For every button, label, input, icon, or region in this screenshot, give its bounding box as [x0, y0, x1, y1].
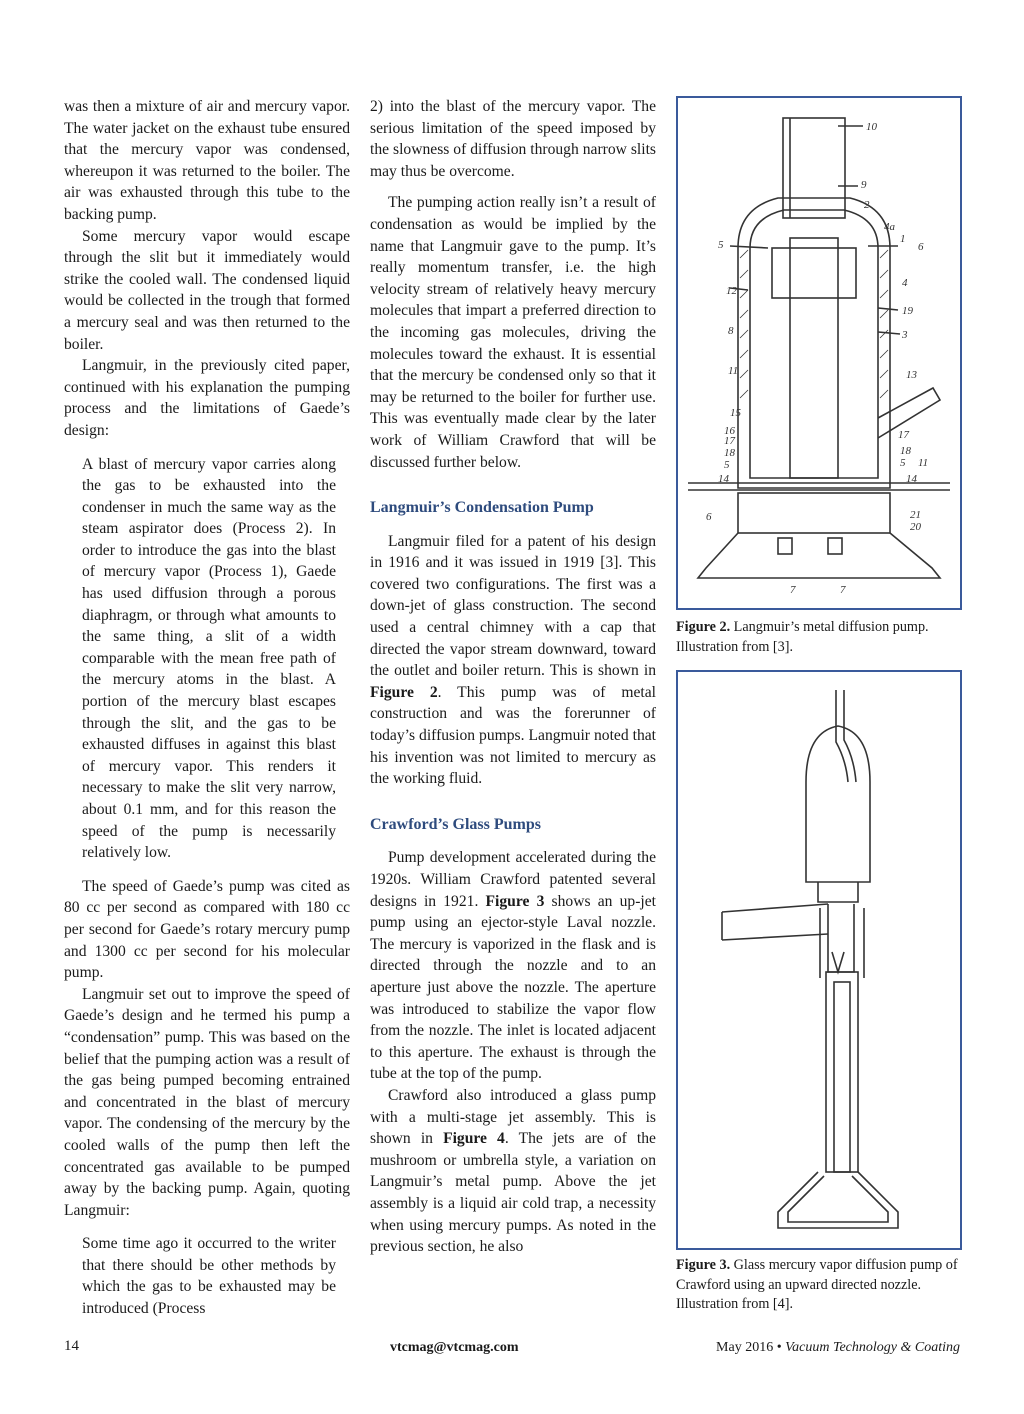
svg-text:20: 20	[910, 521, 921, 533]
text-span: Langmuir filed for a patent of his design in 1916 and it was issued in 1919 [3]. This covered two configurations. The first was a down-jet of glass construction. The second used a central chimney with a cap that directed the vapor stream downward, toward the outlet and boiler return. This is shown in	[370, 532, 656, 680]
text-span: Crawford also introduced a glass pump with a multi-stage jet assembly. This is shown in	[370, 1086, 656, 1148]
text-span: . The jets are of the mushroom or umbrella style, a variation on Langmuir’s metal pump. Above the jet assembly is a liquid air cold trap, a necessity when using mercury pumps. As noted in the previous section, he also	[370, 1130, 656, 1256]
vapor-tube	[826, 972, 858, 1172]
figure-reference: Figure 2	[370, 683, 438, 701]
footer-issue	[716, 1340, 960, 1356]
paragraph: Langmuir, in the previously cited paper, continued with his explanation the pumping process and the limitations of Gaede’s design:	[64, 357, 350, 439]
svg-text:17: 17	[724, 435, 735, 447]
caption-label: Figure 2.	[676, 619, 731, 635]
figure-reference: Figure 4	[443, 1130, 505, 1148]
svg-text:14: 14	[718, 473, 729, 485]
svg-text:6: 6	[918, 241, 924, 253]
paragraph: 2) into the blast of the mercury vapor. The serious limitation of the speed imposed by the slowness of diffusion through narrow slits may thus be overcome.	[370, 98, 656, 180]
quote-text: A blast of mercury vapor carries along the gas to be exhausted into the condenser in much the same way as the steam aspirator does (Process 2). In order to introduce the gas into the blast of mercury vapor (Process 1), Gaede has used diffusion through a porous diaphragm, or through what amounts to the same thing, a slit of a width comparable with the mean free path of the mercury atoms in the blast. A portion of the mercury blast escapes through the slit, and the gas to be exhausted diffuses in against this blast of mercury vapor. This renders it necessary to make the slit very narrow, about 0.1 mm, and for this reason the speed of the pump is necessarily relatively low.	[82, 455, 336, 862]
text-column-middle	[370, 96, 656, 1258]
figure-2-caption	[676, 618, 964, 657]
svg-text:9: 9	[861, 179, 867, 191]
svg-text:16: 16	[724, 425, 735, 437]
paragraph: Some mercury vapor would escape through the slit but it immediately would strike the cooled wall. The condensed liquid would be collected in the trough that formed a mercury seal and was then returned to the boiler.	[64, 227, 350, 353]
caption-text: Glass mercury vapor diffusion pump of Crawford using an upward directed nozzle. Illustration from [4].	[676, 1257, 958, 1313]
svg-text:14: 14	[906, 473, 917, 485]
figure-3-caption	[676, 1256, 964, 1315]
side-inlet	[878, 388, 940, 438]
paragraph: The speed of Gaede’s pump was cited as 80 cc per second as compared with 180 cc per second for Gaede’s rotary mercury pump and 1300 cc per second for his molecular pump.	[64, 877, 350, 982]
text-column-left	[64, 96, 350, 1332]
paragraph: was then a mixture of air and mercury vapor. The water jacket on the exhaust tube ensured that the mercury vapor was condensed, whereupon it was returned to the boiler. The air was exhausted through this tube to the backing pump.	[64, 98, 350, 223]
svg-text:5: 5	[718, 239, 724, 251]
paragraph: Langmuir set out to improve the speed of Gaede’s design and he termed his pump a “condensation” pump. This was based on the belief that the pumping action was a result of the gas being pumped becoming entrained and concentrated in the blast of mercury vapor. The condensing of the mercury by the cooled walls of the pump then left the concentrated gas available to be pumped away by the backing pump. Again, quoting Langmuir:	[64, 985, 350, 1219]
svg-text:7: 7	[790, 584, 796, 596]
svg-text:5: 5	[900, 457, 906, 469]
paragraph: The pumping action really isn’t a result of condensation as would be implied by the name that Langmuir gave to the pump. It’s really momentum transfer, i.e. the high velocity stream of relatively heavy mercury molecules that impart a preferred direction to the incoming gas molecules, driving the molecules toward the exhaust. It is essential that the mercury be condensed only so that it may be returned to the boiler for further use. This was eventually made clear by the later work of William Crawford that will be discussed further below.	[370, 194, 656, 471]
exhaust-tube	[783, 118, 845, 218]
block-quote	[82, 1233, 336, 1319]
central-chimney	[790, 238, 838, 478]
paragraph	[370, 531, 656, 790]
caption-text: Langmuir’s metal diffusion pump. Illustration from [3].	[676, 619, 929, 655]
paragraph	[370, 847, 656, 1085]
svg-text:21: 21	[910, 509, 921, 521]
svg-text:8: 8	[728, 325, 734, 337]
svg-text:7: 7	[840, 584, 846, 596]
quote-text: Some time ago it occurred to the writer that there should be other methods by which the gas to be exhausted may be introduced (Process	[82, 1235, 336, 1318]
svg-text:1: 1	[900, 233, 906, 245]
svg-text:6: 6	[706, 511, 712, 523]
page-number: 14	[64, 1338, 79, 1354]
caption-label: Figure 3.	[676, 1257, 731, 1273]
section-heading: Langmuir’s Condensation Pump	[370, 499, 594, 517]
svg-text:4a: 4a	[884, 221, 895, 233]
boiler-flask	[778, 1172, 898, 1228]
svg-text:10: 10	[866, 121, 877, 133]
figure-2-frame	[676, 96, 962, 610]
paragraph	[370, 1085, 656, 1258]
cap	[772, 248, 856, 298]
svg-text:3: 3	[902, 329, 908, 341]
base	[698, 533, 940, 578]
svg-text:15: 15	[730, 407, 741, 419]
figure-3-frame	[676, 670, 962, 1250]
svg-text:18: 18	[724, 447, 735, 459]
figure-reference: Figure 3	[485, 892, 545, 910]
footer-email[interactable]: vtcmag@vtcmag.com	[390, 1340, 519, 1355]
magazine-title: Vacuum Technology & Coating	[785, 1340, 960, 1355]
separator: •	[776, 1340, 782, 1355]
svg-text:11: 11	[728, 365, 739, 377]
condenser-bulb	[806, 726, 870, 882]
langmuir-pump-drawing	[678, 98, 960, 608]
text-span: shows an up-jet pump using an ejector-style Laval nozzle. The mercury is vaporized in the flask and is directed through the nozzle and to an aperture just above the nozzle. The aperture was introduced to stabilize the vapor flow from the nozzle. The inlet is located adjacent to this aperture. The exhaust is through the tube at the top of the pump.	[370, 892, 656, 1083]
outer-jacket	[738, 198, 890, 488]
laval-nozzle	[832, 952, 844, 972]
text-span: Pump development accelerated during the 1920s. William Crawford patented several designs in 1921.	[370, 849, 656, 910]
block-quote	[82, 454, 336, 864]
crawford-pump-drawing	[678, 672, 960, 1248]
svg-text:13: 13	[906, 369, 917, 381]
text-span: . This pump was of metal construction and was the forerunner of today’s diffusion pumps. Langmuir noted that his invention was not limited to mercury as the working fluid.	[370, 683, 656, 788]
svg-text:11: 11	[918, 457, 929, 469]
svg-text:18: 18	[900, 445, 911, 457]
exhaust-tube	[836, 690, 848, 782]
section-heading: Crawford’s Glass Pumps	[370, 815, 541, 833]
svg-text:2: 2	[864, 199, 870, 211]
svg-text:5: 5	[724, 459, 730, 471]
svg-text:12: 12	[726, 285, 737, 297]
svg-text:19: 19	[902, 305, 913, 317]
svg-text:4: 4	[902, 277, 908, 289]
svg-text:17: 17	[898, 429, 909, 441]
side-inlet	[722, 904, 828, 940]
issue-date: May 2016	[716, 1340, 774, 1355]
